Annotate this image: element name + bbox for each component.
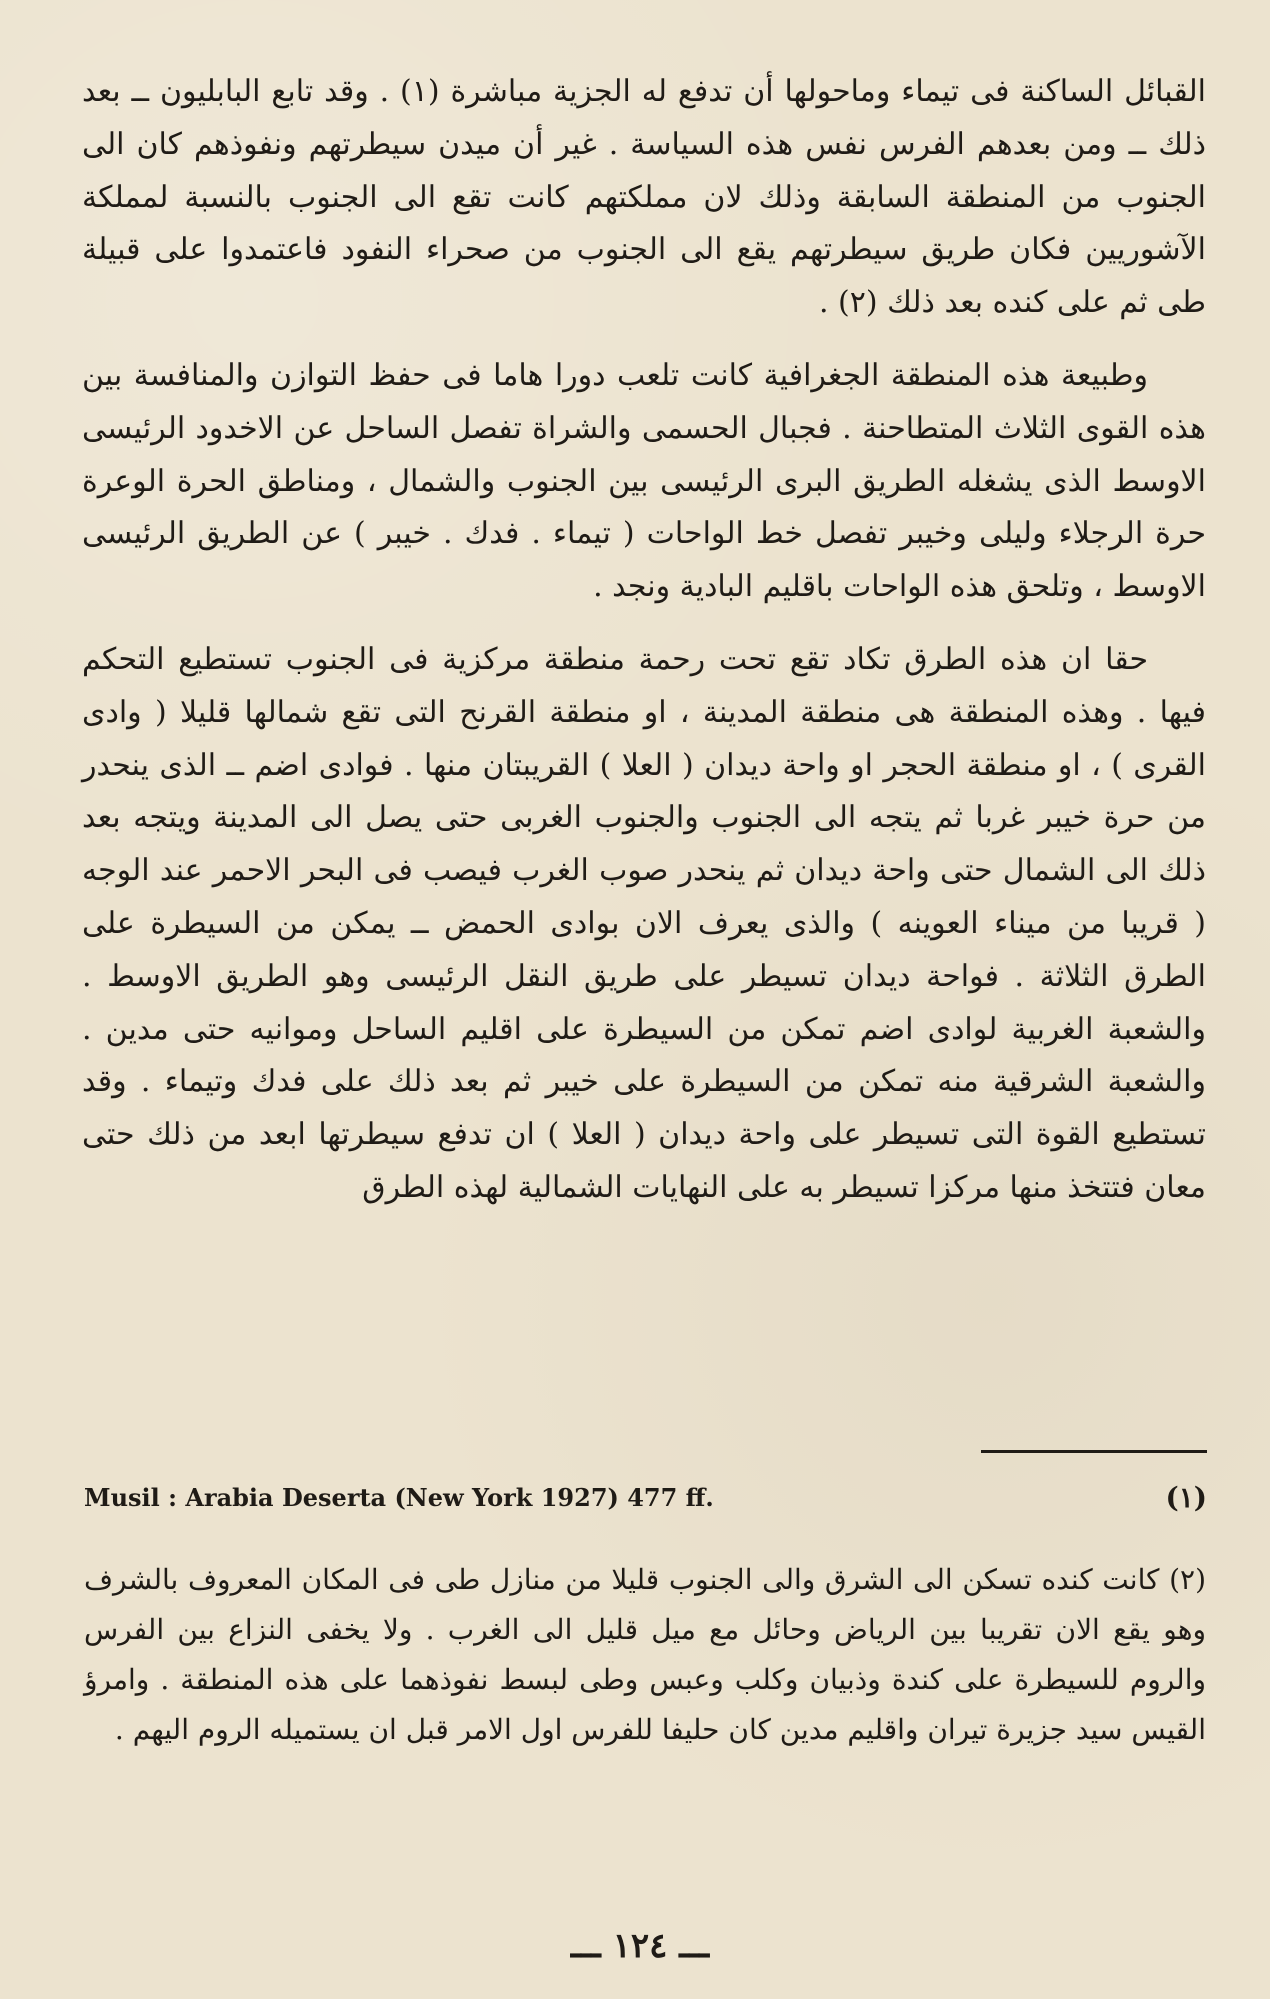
paragraph-2: وطبيعة هذه المنطقة الجغرافية كانت تلعب دورا هاما فى حفظ التوازن والمنافسة بين هذه القوى الثلاث المتطاحنة . فجبال الحسمى والشراة تفصل الساحل عن الاخدود الرئيسى الاوسط الذى يشغله الطريق البرى الرئيسى بين الجنوب والشمال ، ومناطق الحرة الوعرة حرة الرجلاء وليلى وخيبر تفصل خط الواحات ( تيماء . فدك . خيبر ) عن الطريق الرئيسى الاوسط ، وتلحق هذه الواحات باقليم البادية ونجد . <box>82 357 1206 605</box>
footnote-1 <box>84 1478 1207 1520</box>
footnote-divider <box>981 1450 1207 1453</box>
main-body-text <box>82 66 1206 1215</box>
footnote-2: (٢) كانت كنده تسكن الى الشرق والى الجنوب قليلا من منازل طى فى المكان المعروف بالشرف وهو يقع الان تقريبا بين الرياض وحائل مع ميل قليل الى الغرب . ولا يخفى النزاع بين الفرس والروم للسيطرة على كندة وذبيان وكلب وعبس وطى لبسط نفوذهما على هذه المنطقة . وامرؤ القيس سيد جزيرة تيران واقليم مدين كان حليفا للفرس اول الامر قبل ان يستميله الروم اليهم . <box>84 1563 1206 1746</box>
footnote-1-citation: Musil : Arabia Deserta (New York 1927) 477 ff. <box>84 1483 714 1512</box>
page-number: ـــ ١٢٤ ـــ <box>570 1926 710 1966</box>
paragraph-1: القبائل الساكنة فى تيماء وماحولها أن تدفع له الجزية مباشرة (١) . وقد تابع البابليون ــ بعد ذلك ــ ومن بعدهم الفرس نفس هذه السياسة . غير أن ميدن سيطرتهم ونفوذهم كان الى الجنوب من المنطقة السابقة وذلك لان مملكتهم كانت تقع الى الجنوب بالنسبة لمملكة الآشوريين فكان طريق سيطرتهم يقع الى الجنوب من صحراء النفود فاعتمدوا على قبيلة طى ثم على كنده بعد ذلك (٢) . <box>82 74 1206 321</box>
footnote-1-marker: (١) <box>1165 1481 1207 1514</box>
paragraph-3: حقا ان هذه الطرق تكاد تقع تحت رحمة منطقة مركزية فى الجنوب تستطيع التحكم فيها . وهذه المنطقة هى منطقة المدينة ، او منطقة القرنح التى تقع شمالها قليلا ( وادى القرى ) ، او منطقة الحجر او واحة ديدان ( العلا ) القريبتان منها . فوادى اضم ــ الذى ينحدر من حرة خيبر غربا ثم يتجه الى الجنوب والجنوب الغربى حتى يصل الى المدينة ويتجه بعد ذلك الى الشمال حتى واحة ديدان ثم ينحدر صوب الغرب فيصب فى البحر الاحمر عند الوجه ( قريبا من ميناء العوينه ) والذى يعرف الان بوادى الحمض ــ يمكن من السيطرة على الطرق الثلاثة . فواحة ديدان تسيطر على طريق النقل الرئيسى وهو الطريق الاوسط . والشعبة الغربية لوادى اضم تمكن من السيطرة على اقليم الساحل وموانيه حتى مدين . والشعبة الشرقية منه تمكن من السيطرة على خيبر ثم بعد ذلك على فدك وتيماء . وقد تستطيع القوة التى تسيطر على واحة ديدان ( العلا ) ان تدفع سيطرتها ابعد من ذلك حتى معان فتتخذ منها مركزا تسيطر به على النهايات الشمالية لهذه الطرق <box>82 641 1206 1205</box>
